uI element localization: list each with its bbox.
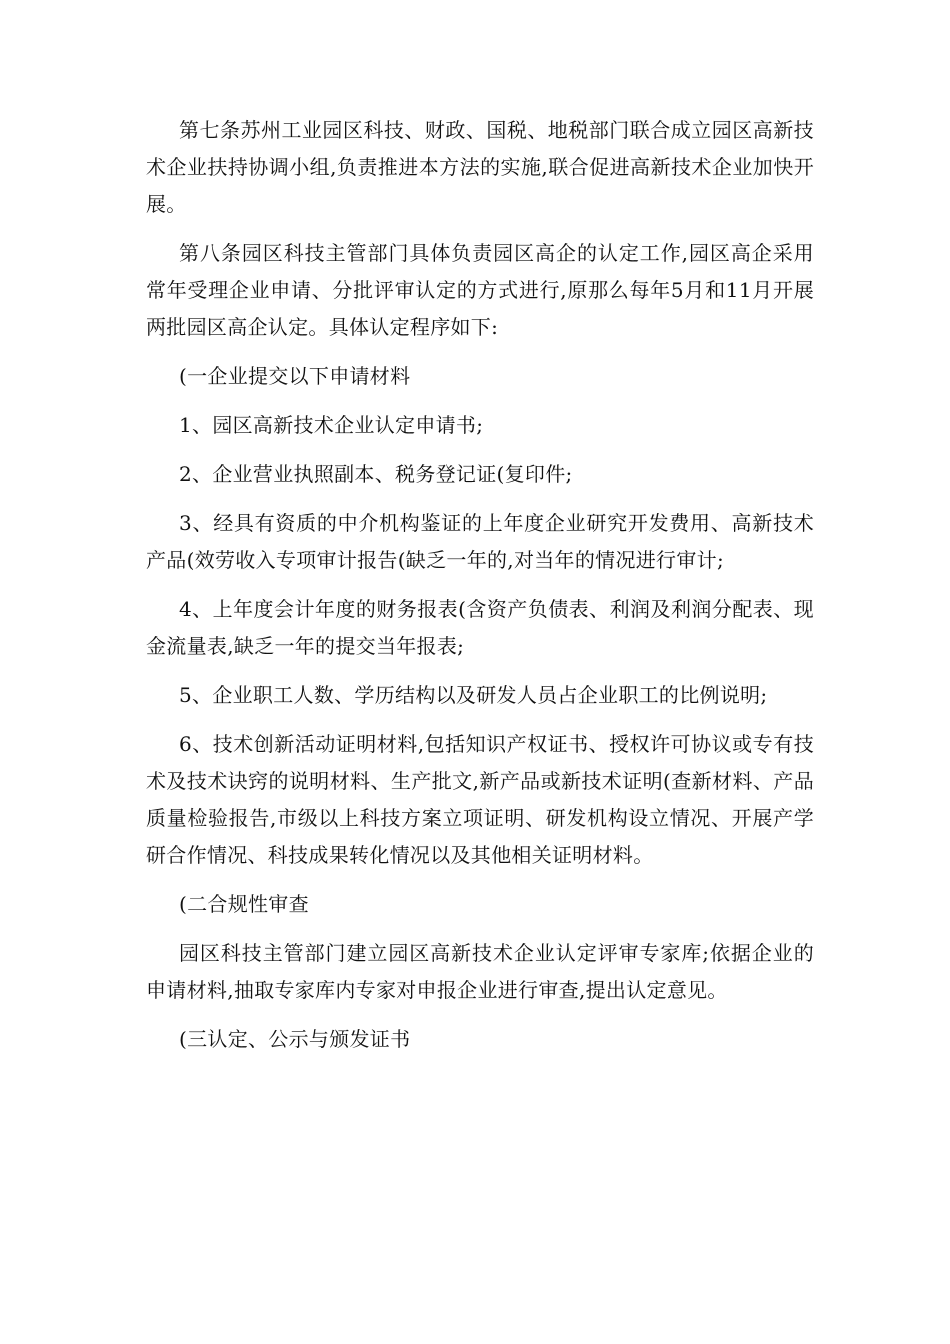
list-item-4: 4、上年度会计年度的财务报表(含资产负债表、利润及利润分配表、现金流量表,缺乏一年的提交当年报表; xyxy=(146,597,814,658)
list-item-6: 6、技术创新活动证明材料,包括知识产权证书、授权许可协议或专有技术及技术诀窍的说明材料、生产批文,新产品或新技术证明(查新材料、产品质量检验报告,市级以上科技方案立项证明、研发机构设立情况、开展产学研合作情况、科技成果转化情况以及其他相关证明材料。 xyxy=(146,732,814,867)
section-heading-application-materials: (一企业提交以下申请材料 xyxy=(179,364,411,388)
list-item-3: 3、经具有资质的中介机构鉴证的上年度企业研究开发费用、高新技术产品(效劳收入专项审计报告(缺乏一年的,对当年的情况进行审计; xyxy=(146,511,814,572)
paragraph-expert-review: 园区科技主管部门建立园区高新技术企业认定评审专家库;依据企业的申请材料,抽取专家库内专家对申报企业进行审查,提出认定意见。 xyxy=(146,941,814,1002)
list-item-1: 1、园区高新技术企业认定申请书; xyxy=(179,413,484,437)
list-item-5: 5、企业职工人数、学历结构以及研发人员占企业职工的比例说明; xyxy=(179,683,768,707)
document-page xyxy=(146,112,814,1070)
list-item-2: 2、企业营业执照副本、税务登记证(复印件; xyxy=(179,462,573,486)
paragraph-article-8: 第八条园区科技主管部门具体负责园区高企的认定工作,园区高企采用常年受理企业申请、分批评审认定的方式进行,原那么每年5月和11月开展两批园区高企认定。具体认定程序如下: xyxy=(146,241,814,339)
paragraph-article-7: 第七条苏州工业园区科技、财政、国税、地税部门联合成立园区高新技术企业扶持协调小组,负责推进本方法的实施,联合促进高新技术企业加快开展。 xyxy=(146,118,814,216)
section-heading-compliance-review: (二合规性审查 xyxy=(179,892,309,916)
section-heading-certification: (三认定、公示与颁发证书 xyxy=(179,1027,411,1051)
